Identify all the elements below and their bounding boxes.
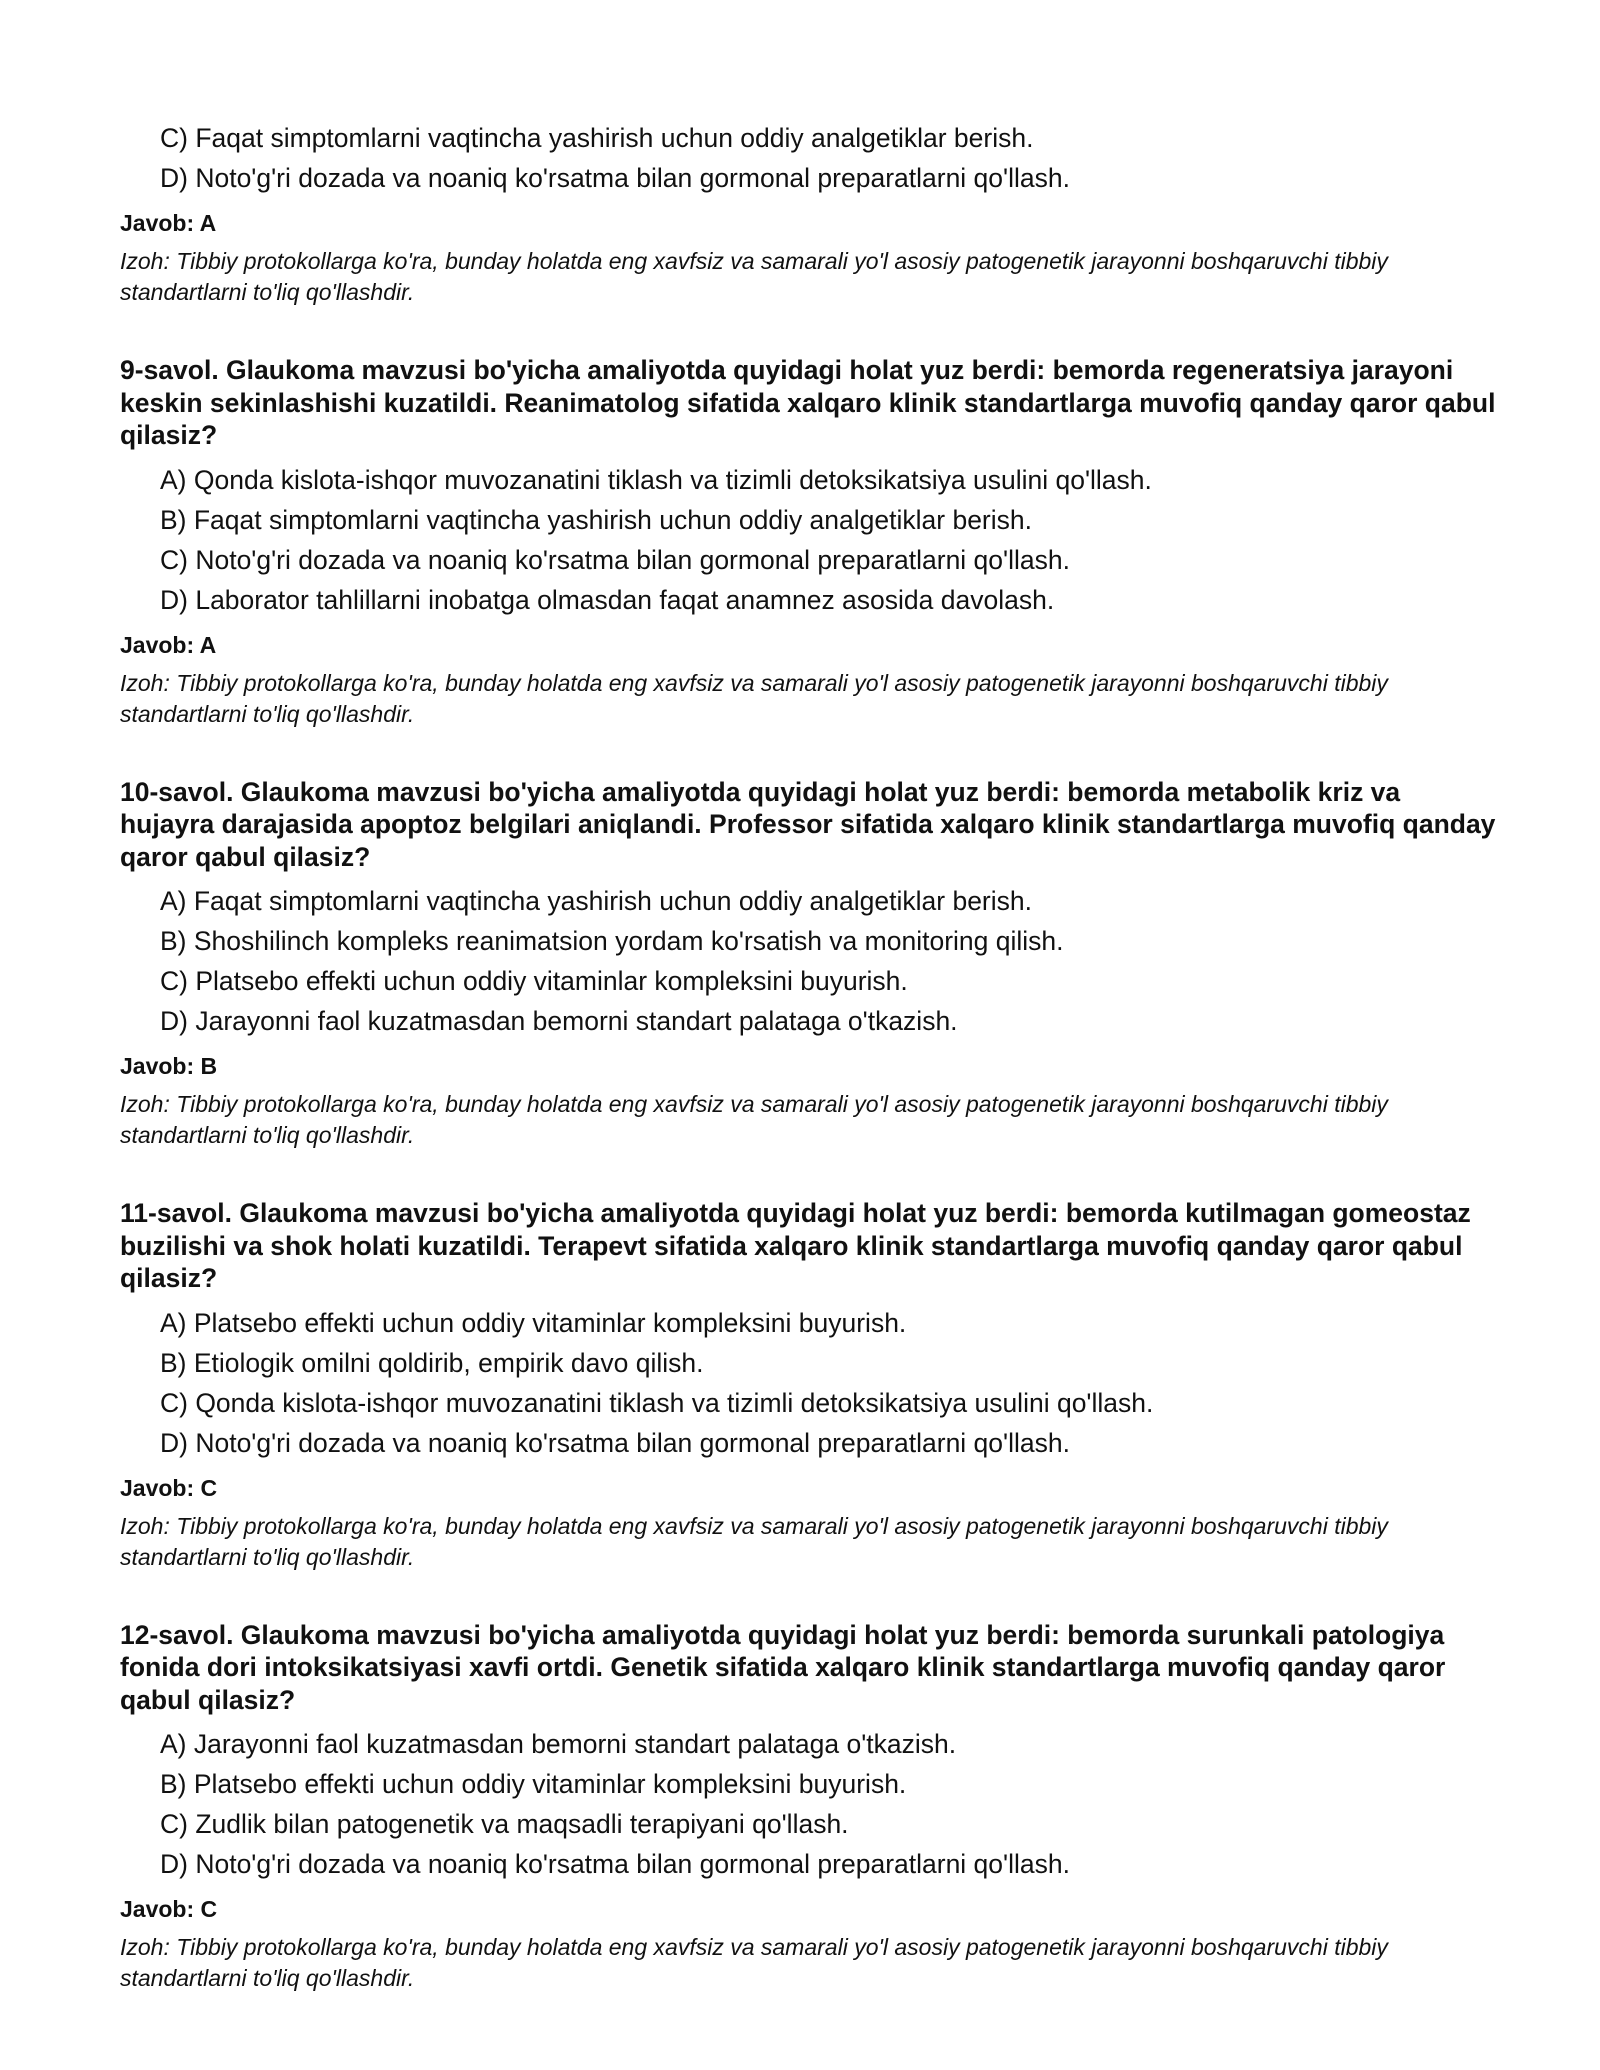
answer-option: C) Zudlik bilan patogenetik va maqsadli terapiyani qo'llash. <box>160 1809 849 1839</box>
answer-option: C) Noto'g'ri dozada va noaniq ko'rsatma bilan gormonal preparatlarni qo'llash. <box>160 544 1070 575</box>
document-page <box>120 118 1500 1994</box>
answer-option: B) Shoshilinch kompleks reanimatsion yordam ko'rsatish va monitoring qilish. <box>160 926 1064 956</box>
answer-option: B) Faqat simptomlarni vaqtincha yashirish uchun oddiy analgetiklar berish. <box>160 504 1032 535</box>
answer-option: D) Laborator tahlillarni inobatga olmasdan faqat anamnez asosida davolash. <box>160 584 1055 615</box>
answer-option: C) Faqat simptomlarni vaqtincha yashirish uchun oddiy analgetiklar berish. <box>160 123 1034 153</box>
answer-option: C) Qonda kislota-ishqor muvozanatini tiklash va tizimli detoksikatsiya usulini qo'llash. <box>160 1387 1154 1418</box>
answer-option: A) Qonda kislota-ishqor muvozanatini tiklash va tizimli detoksikatsiya usulini qo'llash. <box>160 464 1152 495</box>
answer-option: D) Noto'g'ri dozada va noaniq ko'rsatma bilan gormonal preparatlarni qo'llash. <box>160 163 1070 193</box>
correct-answer: Javob: A <box>120 631 217 658</box>
question-text: 12-savol. Glaukoma mavzusi bo'yicha amaliyotda quyidagi holat yuz berdi: bemorda surunkali patologiya fonida dori intoksikatsiyasi xavfi ortdi. Genetik sifatida xalqaro klinik standartlarga muvofiq qanday qaror qabul qilasiz? <box>120 1619 1446 1715</box>
explanation-note: Izoh: Tibbiy protokollarga ko'ra, bunday holatda eng xavfsiz va samarali yo'l asosiy patogenetik jarayonni boshqaruvchi tibbiy standartlarni to'liq qo'llashdir. <box>120 1512 1388 1570</box>
explanation-note: Izoh: Tibbiy protokollarga ko'ra, bunday holatda eng xavfsiz va samarali yo'l asosiy patogenetik jarayonni boshqaruvchi tibbiy standartlarni to'liq qo'llashdir. <box>120 248 1388 305</box>
answer-option: D) Jarayonni faol kuzatmasdan bemorni standart palataga o'tkazish. <box>160 1006 958 1036</box>
answer-option: D) Noto'g'ri dozada va noaniq ko'rsatma bilan gormonal preparatlarni qo'llash. <box>160 1849 1070 1879</box>
answer-option: A) Platsebo effekti uchun oddiy vitaminlar kompleksini buyurish. <box>160 1307 907 1338</box>
question-block-9 <box>120 354 1500 730</box>
explanation-note: Izoh: Tibbiy protokollarga ko'ra, bunday holatda eng xavfsiz va samarali yo'l asosiy patogenetik jarayonni boshqaruvchi tibbiy standartlarni to'liq qo'llashdir. <box>120 669 1388 727</box>
answer-option: A) Faqat simptomlarni vaqtincha yashirish uchun oddiy analgetiklar berish. <box>160 886 1032 916</box>
correct-answer: Javob: B <box>120 1053 218 1079</box>
correct-answer: Javob: C <box>120 1896 218 1922</box>
correct-answer: Javob: A <box>120 210 217 236</box>
explanation-note: Izoh: Tibbiy protokollarga ko'ra, bunday holatda eng xavfsiz va samarali yo'l asosiy patogenetik jarayonni boshqaruvchi tibbiy standartlarni to'liq qo'llashdir. <box>120 1934 1388 1991</box>
explanation-note: Izoh: Tibbiy protokollarga ko'ra, bunday holatda eng xavfsiz va samarali yo'l asosiy patogenetik jarayonni boshqaruvchi tibbiy standartlarni to'liq qo'llashdir. <box>120 1091 1388 1148</box>
answer-option: A) Jarayonni faol kuzatmasdan bemorni standart palataga o'tkazish. <box>160 1729 957 1759</box>
answer-option: B) Etiologik omilni qoldirib, empirik davo qilish. <box>160 1347 704 1378</box>
answer-option: C) Platsebo effekti uchun oddiy vitaminlar kompleksini buyurish. <box>160 966 908 996</box>
question-block-12 <box>120 1619 1500 1995</box>
question-block-11 <box>120 1197 1500 1573</box>
question-text: 10-savol. Glaukoma mavzusi bo'yicha amaliyotda quyidagi holat yuz berdi: bemorda metabolik kriz va hujayra darajasida apoptoz belgilari aniqlandi. Professor sifatida xalqaro klinik standartlarga muvofiq qanday qaror qabul qilasiz? <box>120 776 1496 872</box>
continued-question <box>120 118 1500 308</box>
answer-option: B) Platsebo effekti uchun oddiy vitaminlar kompleksini buyurish. <box>160 1769 907 1799</box>
correct-answer: Javob: C <box>120 1474 218 1501</box>
question-text: 11-savol. Glaukoma mavzusi bo'yicha amaliyotda quyidagi holat yuz berdi: bemorda kutilmagan gomeostaz buzilishi va shok holati kuzatildi. Terapevt sifatida xalqaro klinik standartlarga muvofiq qanday qaror qabul qilasiz? <box>120 1198 1471 1293</box>
question-text: 9-savol. Glaukoma mavzusi bo'yicha amaliyotda quyidagi holat yuz berdi: bemorda regeneratsiya jarayoni keskin sekinlashishi kuzatildi. Reanimatolog sifatida xalqaro klinik standartlarga muvofiq qanday qaror qabul qilasiz? <box>120 355 1496 450</box>
question-block-10 <box>120 776 1500 1152</box>
answer-option: D) Noto'g'ri dozada va noaniq ko'rsatma bilan gormonal preparatlarni qo'llash. <box>160 1427 1070 1458</box>
